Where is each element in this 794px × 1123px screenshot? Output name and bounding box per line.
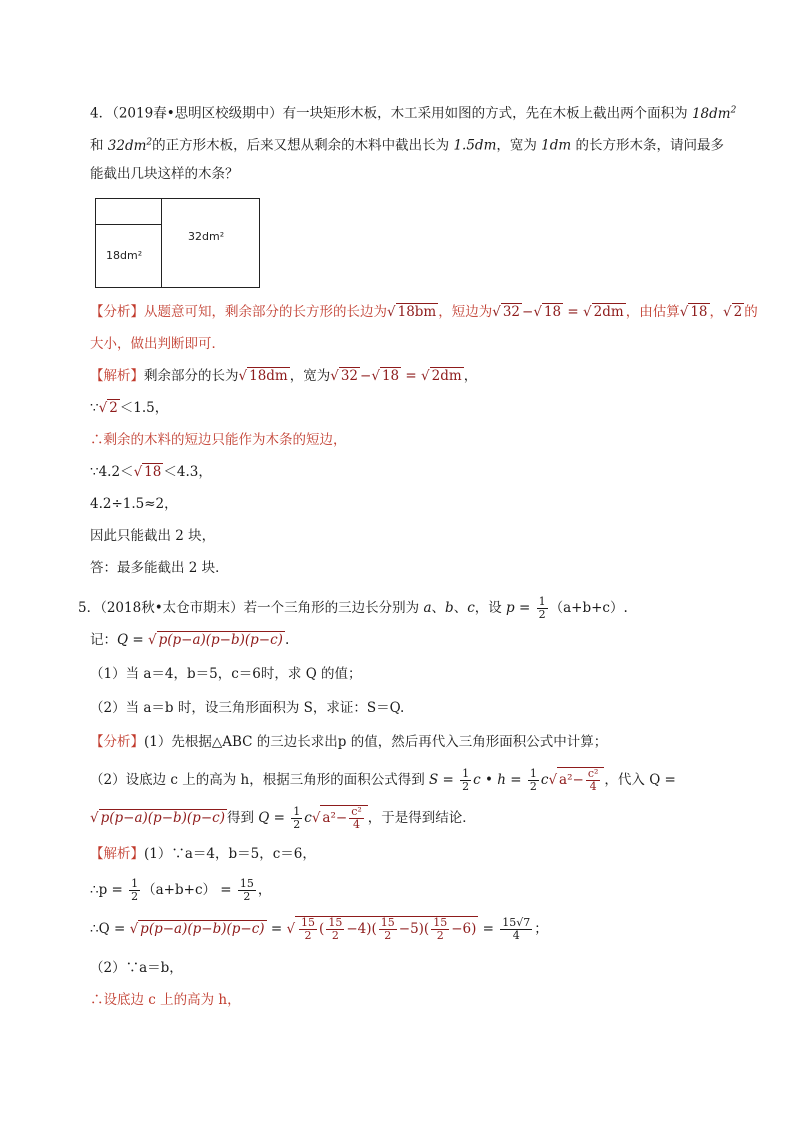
p5-line1: 5．（2018秋•太仓市期末）若一个三角形的三边长分别为 a、b、c，设 p = $\frac{1}{2}$ （a+b+c）. [78,595,628,621]
p4-solution-7: 答：最多能截出 2 块． [90,560,229,576]
solution-tag: 【解析】 [90,846,144,862]
p5-analysis-2: （2）设底边 c 上的高为 h，根据三角形的面积公式得到 S = $\frac{1}{2}$ c • h = $\frac{1}{2}$ c√ a²− $\frac{\text{c²}}{4}$ ，代入 Q = [90,767,676,793]
p4-solution-1: 【解析】剩余部分的长为√ 18dm ，宽为√ 32 −√ 18 = √ 2dm ， [90,368,478,384]
p5-analysis-1: 【分析】(1）先根据△ABC 的三边长求出p 的值，然后再代入三角形面积公式中计算； [90,734,608,750]
analysis-tag: 【分析】 [90,734,144,750]
p5-solution-5: ∴设底边 c 上的高为 h， [90,992,241,1008]
problem-source: （2018秋•太仓市期末） [100,600,244,616]
p5-solution-2: ∴p = $\frac{1}{2}$ （a+b+c） = $\frac{15}{2}$ ， [90,877,272,903]
p4-analysis-2: 大小，做出判断即可． [90,336,225,352]
p5-solution-1: 【解析】(1）∵a＝4，b＝5，c＝6， [90,846,316,862]
p5-analysis-3: √ p(p−a)(p−b)(p−c) 得到 Q = $\frac{1}{2}$ c√ a²− $\frac{\text{c²}}{4}$ ，于是得到结论． [90,805,476,831]
p4-solution-2: ∵√ 2 ＜1.5， [90,400,169,416]
problem-number: 5． [78,600,101,616]
p4-solution-4: ∵4.2＜√ 18 ＜4.3， [90,464,212,480]
problem-number: 4． [90,105,113,122]
p5-line3: （1）当 a＝4，b＝5，c＝6时，求 Q 的值； [90,666,362,682]
p5-solution-3: ∴Q = √ p(p−a)(p−b)(p−c) = √ $\frac{15}{2}$ ( $\frac{15}{2}$ −4)( $\frac{15}{2}$ −5)( $\frac{15}{2}$ −6) = $\frac{15√7}{4}$ ； [90,916,548,942]
label-32dm: 32dm² [188,230,225,243]
p5-line4: （2）当 a＝b 时，设三角形面积为 S，求证：S＝Q. [90,700,405,716]
p4-analysis-1: 【分析】从题意可知，剩余部分的长方形的长边为√ 18bm ，短边为√ 32 −√ 18 = √ 2dm ，由估算√ 18 ，√ 2 的 [90,304,758,320]
p5-solution-4: （2）∵a＝b， [90,960,183,976]
p4-solution-3: ∴剩余的木料的短边只能作为木条的短边， [90,432,347,448]
figure-cell-top-left [96,199,162,225]
board-figure [95,198,260,288]
p4-line2: 和 $32dm^2$的正方形木板，后来又想从剩余的木料中截出长为 1.5dm，宽为 1dm 的长方形木条，请问最多 [90,137,725,154]
p4-solution-5: 4.2÷1.5≈2， [90,496,178,512]
p5-line2: 记：Q = √ p(p−a)(p−b)(p−c) . [90,632,290,648]
problem-source: （2019春•思明区校级期中） [112,105,283,122]
solution-tag: 【解析】 [90,368,144,384]
p4-line1: 4．（2019春•思明区校级期中）有一块矩形木板，木工采用如图的方式，先在木板上截出两个面积为 $18dm^2$ [90,105,737,122]
p4-solution-6: 因此只能截出 2 块， [90,528,216,544]
p4-line3: 能截出几块这样的木条？ [90,166,239,182]
label-18dm: 18dm² [106,249,143,262]
analysis-tag: 【分析】 [90,304,144,320]
